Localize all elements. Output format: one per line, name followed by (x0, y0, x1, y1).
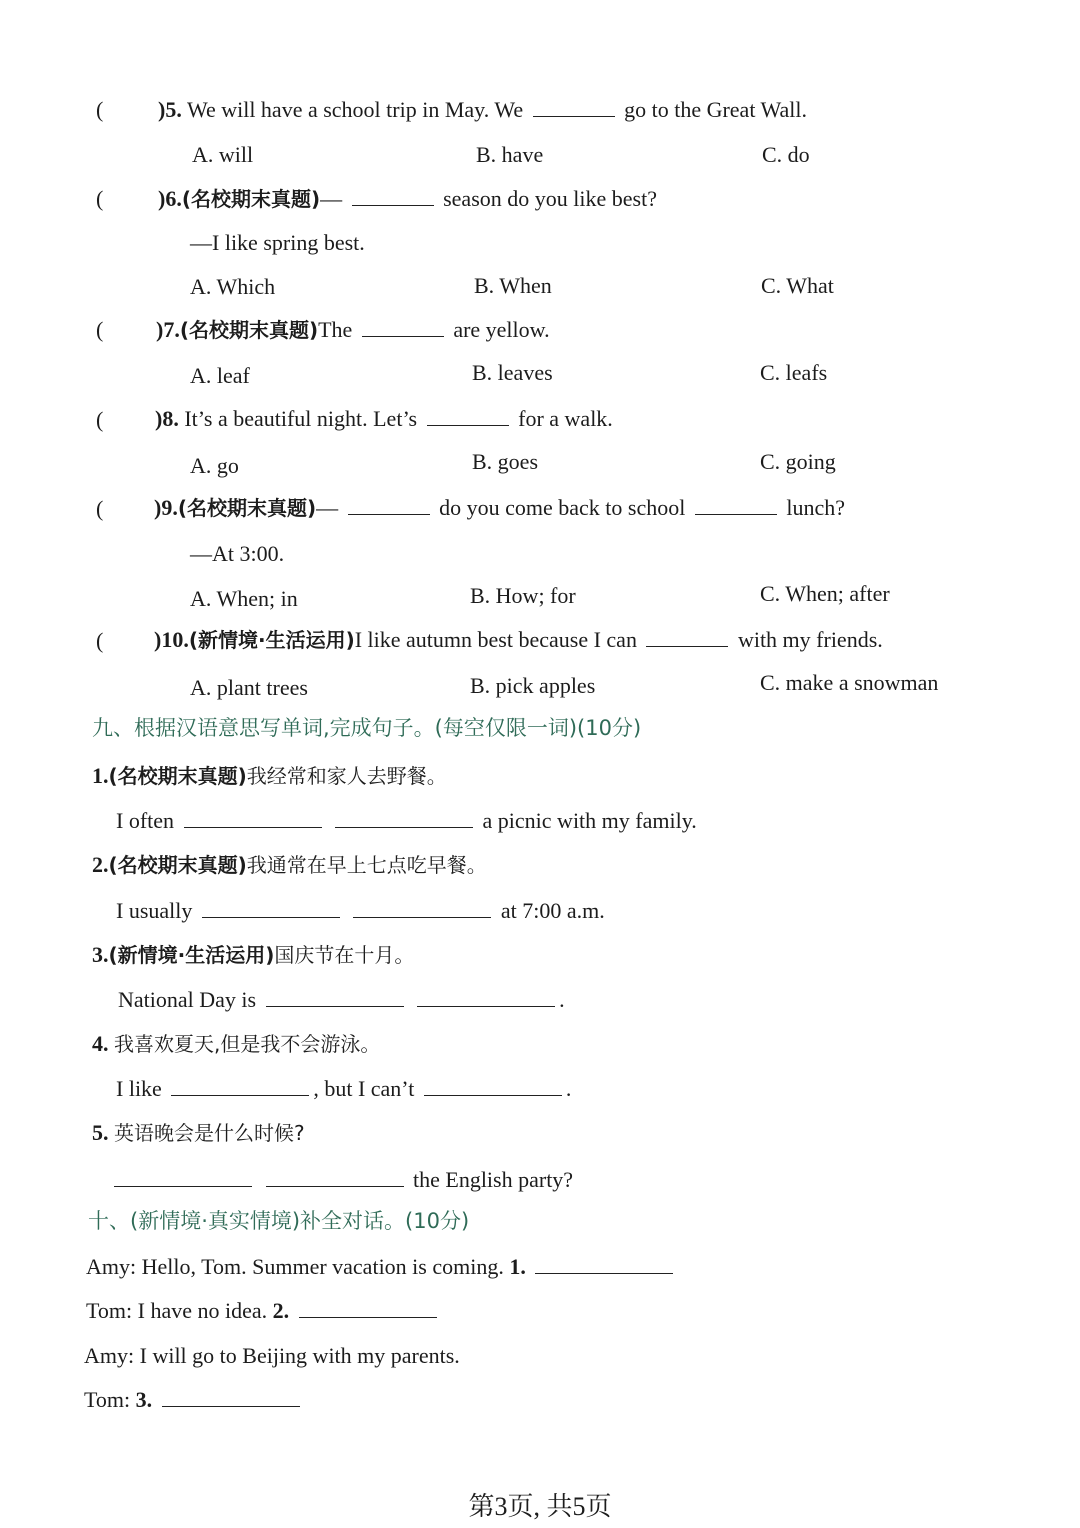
question-text: do you come back to school (439, 495, 686, 520)
option-c: C. leafs (760, 360, 828, 385)
question-text: with my friends. (737, 627, 883, 652)
answer-blank[interactable] (352, 185, 434, 206)
dialogue-text: Tom: I have no idea. (86, 1298, 268, 1323)
section9-item-3-sentence (118, 986, 565, 1014)
option-c: C. make a snowman (760, 670, 939, 695)
answer-blank[interactable] (348, 494, 430, 515)
section9-item-2 (92, 851, 487, 879)
answer-paren: ( (96, 186, 104, 211)
answer-blank[interactable] (535, 1253, 673, 1274)
question-number: )8. (155, 406, 179, 431)
answer-blank[interactable] (427, 405, 509, 426)
question-text: are yellow. (453, 317, 550, 342)
section9-item-4-sentence (116, 1075, 571, 1103)
dialogue-line-2 (86, 1297, 441, 1325)
option-b: B. have (476, 142, 544, 167)
sentence-text: . (559, 987, 565, 1012)
item-number: 5. (92, 1120, 109, 1145)
answer-blank[interactable] (162, 1386, 300, 1407)
section9-item-5 (92, 1119, 305, 1147)
source-tag: (新情境·生活运用) (188, 628, 355, 652)
item-number: 3. (92, 942, 109, 967)
question-text: The (318, 317, 353, 342)
question-text: We will have a school trip in May. We (186, 97, 524, 122)
sentence-text: National Day is (118, 987, 257, 1012)
option-b: B. How; for (470, 583, 576, 608)
section-9-title: 九、根据汉语意思写单词,完成句子。(每空仅限一词)(10分) (92, 716, 642, 740)
dialogue-line-4 (84, 1386, 304, 1414)
blank-number: 3. (135, 1387, 153, 1412)
source-tag: (名校期末真题) (181, 187, 321, 211)
dialogue-answer: —I like spring best. (190, 230, 365, 255)
sentence-text: the English party? (413, 1167, 574, 1192)
question-text: for a walk. (518, 406, 613, 431)
answer-paren: ( (96, 496, 104, 521)
answer-blank[interactable] (424, 1075, 562, 1096)
answer-blank[interactable] (184, 807, 322, 828)
question-text: — (320, 186, 343, 211)
section9-item-1-sentence (116, 807, 697, 835)
option-c: C. When; after (760, 581, 890, 606)
section9-item-3 (92, 941, 414, 969)
answer-blank[interactable] (695, 494, 777, 515)
source-tag: (名校期末真题) (177, 496, 317, 520)
dialogue-text: Tom: (84, 1387, 131, 1412)
option-b: B. goes (472, 449, 538, 474)
sentence-text: I usually (116, 898, 193, 923)
answer-blank[interactable] (266, 1166, 404, 1187)
chinese-prompt: 我通常在早上七点吃早餐。 (246, 853, 487, 877)
dialogue-line-3 (84, 1342, 460, 1370)
dialogue-text: Amy: I will go to Beijing with my parents. (84, 1343, 460, 1368)
sentence-text: I like (116, 1076, 162, 1101)
blank-number: 2. (272, 1298, 290, 1323)
answer-paren: ( (96, 317, 104, 342)
source-tag: (名校期末真题) (108, 853, 247, 877)
answer-blank[interactable] (299, 1297, 437, 1318)
question-5 (158, 96, 807, 124)
sentence-text: I often (116, 808, 175, 833)
answer-blank[interactable] (202, 897, 340, 918)
question-text: — (316, 495, 339, 520)
chinese-prompt: 英语晚会是什么时候? (114, 1121, 305, 1145)
answer-paren: ( (96, 97, 104, 122)
question-number: )6. (158, 186, 182, 211)
option-a: A. Which (190, 274, 276, 299)
option-a: A. leaf (190, 363, 250, 388)
question-8 (155, 405, 613, 433)
answer-blank[interactable] (533, 96, 615, 117)
option-c: C. What (761, 273, 834, 298)
option-b: B. pick apples (470, 673, 596, 698)
option-c: C. do (762, 142, 810, 167)
sentence-text: at 7:00 a.m. (500, 898, 605, 923)
sentence-text: . (565, 1076, 572, 1101)
question-number: )10. (154, 627, 189, 652)
page-number: 第3页, 共5页 (468, 1492, 612, 1521)
source-tag: (新情境·生活运用) (108, 943, 275, 967)
item-number: 1. (92, 763, 109, 788)
question-number: )5. (158, 97, 182, 122)
source-tag: (名校期末真题) (179, 318, 319, 342)
option-a: A. plant trees (190, 675, 308, 700)
item-number: 2. (92, 852, 109, 877)
source-tag: (名校期末真题) (108, 764, 247, 788)
answer-blank[interactable] (362, 316, 444, 337)
question-6 (158, 185, 657, 213)
dialogue-line-1 (86, 1253, 677, 1281)
question-number: )9. (154, 495, 178, 520)
option-b: B. When (474, 273, 552, 298)
section9-item-5-sentence (110, 1166, 573, 1194)
question-text: season do you like best? (443, 186, 657, 211)
question-text: I like autumn best because I can (354, 627, 637, 652)
option-a: A. go (190, 453, 239, 478)
answer-blank[interactable] (266, 986, 404, 1007)
chinese-prompt: 我喜欢夏天,但是我不会游泳。 (114, 1032, 381, 1056)
dialogue-text: Amy: Hello, Tom. Summer vacation is coming. (86, 1254, 504, 1279)
question-number: )7. (156, 317, 180, 342)
section-10-title: 十、(新情境·真实情境)补全对话。(10分) (88, 1209, 470, 1233)
dialogue-answer: —At 3:00. (190, 541, 285, 566)
answer-blank[interactable] (114, 1166, 252, 1187)
answer-blank[interactable] (171, 1075, 309, 1096)
question-7 (156, 316, 550, 344)
answer-paren: ( (96, 628, 104, 653)
answer-paren: ( (96, 407, 104, 432)
answer-blank[interactable] (335, 807, 473, 828)
section9-item-4 (92, 1030, 380, 1058)
sentence-text: , but I can’t (313, 1076, 415, 1101)
question-text: go to the Great Wall. (624, 97, 808, 122)
question-9 (154, 494, 845, 522)
option-a: A. When; in (190, 586, 298, 611)
option-a: A. will (192, 142, 254, 167)
question-text: lunch? (786, 495, 845, 520)
section9-item-1 (92, 762, 447, 790)
answer-blank[interactable] (417, 986, 555, 1007)
question-text: It’s a beautiful night. Let’s (184, 406, 418, 431)
chinese-prompt: 国庆节在十月。 (274, 943, 415, 967)
item-number: 4. (92, 1031, 109, 1056)
blank-number: 1. (509, 1254, 526, 1279)
question-10 (154, 626, 883, 654)
option-c: C. going (760, 449, 836, 474)
answer-blank[interactable] (353, 897, 491, 918)
section9-item-2-sentence (116, 897, 605, 925)
chinese-prompt: 我经常和家人去野餐。 (246, 764, 447, 788)
sentence-text: a picnic with my family. (482, 808, 697, 833)
answer-blank[interactable] (646, 626, 728, 647)
option-b: B. leaves (472, 360, 553, 385)
